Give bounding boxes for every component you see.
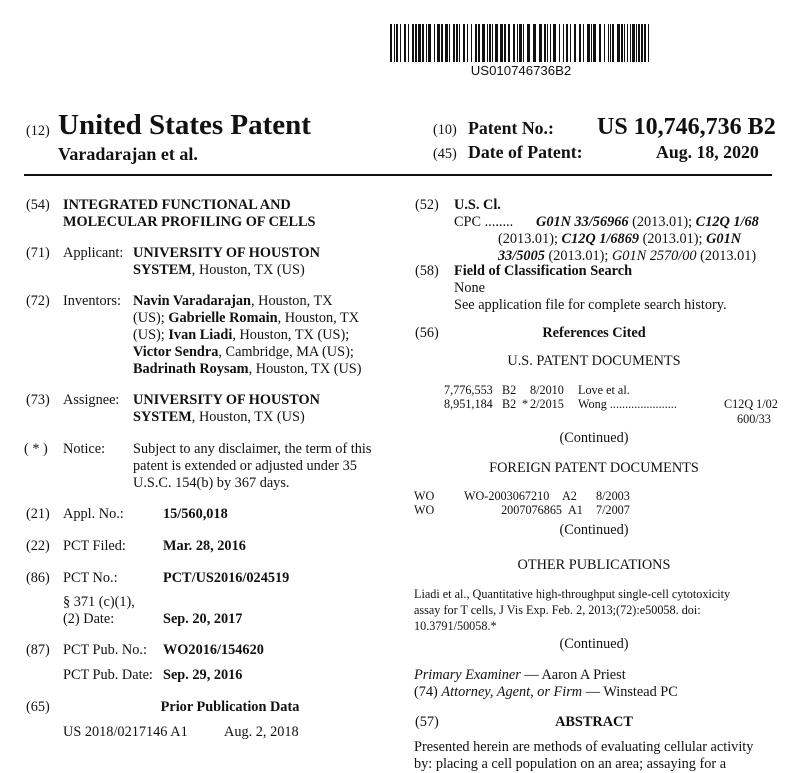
header-rule bbox=[24, 174, 772, 176]
us-patent-doc-row: 7,776,553 B2 8/2010 Love et al. bbox=[444, 383, 630, 397]
barcode-bar bbox=[550, 24, 551, 62]
barcode-bar bbox=[437, 24, 440, 62]
barcode-bar bbox=[608, 24, 609, 62]
inventors-short: Varadarajan et al. bbox=[58, 144, 198, 164]
field-code: ( * ) bbox=[24, 441, 48, 457]
barcode-bar bbox=[422, 24, 424, 62]
prior-pub-heading: Prior Publication Data bbox=[160, 699, 300, 715]
inventors-label: Inventors: bbox=[63, 293, 121, 309]
barcode-bar bbox=[487, 24, 488, 62]
barcode-bar bbox=[612, 24, 614, 62]
barcode-bar bbox=[559, 24, 560, 62]
pct-pub-no-label: PCT Pub. No.: bbox=[63, 642, 147, 658]
foreign-patent-doc-row: WO 2007076865 A1 7/2007 bbox=[414, 503, 630, 517]
barcode-bar bbox=[553, 24, 556, 62]
field-code: (58) bbox=[415, 263, 439, 279]
pct-no-label: PCT No.: bbox=[63, 570, 118, 586]
barcode-bar bbox=[583, 24, 584, 62]
appl-no-label: Appl. No.: bbox=[63, 506, 124, 522]
date-of-patent-value: Aug. 18, 2020 bbox=[656, 142, 759, 162]
doc-kind-code: (12) bbox=[26, 123, 50, 139]
field-code: (21) bbox=[26, 506, 50, 522]
barcode-bar bbox=[574, 24, 576, 62]
notice-value: Subject to any disclaimer, the term of this patent is extended or adjusted under 35 U.S.C. 154(b) by 367 days. bbox=[133, 441, 372, 491]
page-title: United States Patent bbox=[58, 109, 311, 141]
pct-no-value: PCT/US2016/024519 bbox=[163, 570, 290, 586]
barcode-bar bbox=[563, 24, 564, 62]
continued-link: (Continued) bbox=[559, 522, 629, 538]
barcode-bar bbox=[624, 24, 625, 62]
barcode-bar bbox=[412, 24, 414, 62]
appl-no-value: 15/560,018 bbox=[163, 506, 228, 522]
barcode-bar bbox=[547, 24, 548, 62]
barcode-bar bbox=[492, 24, 493, 62]
barcode-bar bbox=[478, 24, 480, 62]
barcode-bar bbox=[456, 24, 458, 62]
barcode-number: US010746736B2 bbox=[470, 63, 572, 78]
barcode-bar bbox=[621, 24, 623, 62]
inventors-value: Navin Varadarajan, Houston, TX (US); Gabrielle Romain, Houston, TX (US); Ivan Liadi, Houston, TX (US); Victor Sendra, Cambridge, MA (US); Badrinath Roysam, Houston, TX (US) bbox=[133, 293, 362, 377]
continued-link: (Continued) bbox=[559, 636, 629, 652]
barcode-bar bbox=[648, 24, 649, 62]
prior-pub-date: Aug. 2, 2018 bbox=[224, 724, 299, 740]
barcode-bar bbox=[459, 24, 460, 62]
barcode-bar bbox=[489, 24, 491, 62]
barcode-bar bbox=[517, 24, 518, 62]
barcode-bar bbox=[428, 24, 431, 62]
other-publication: Liadi et al., Quantitative high-throughput single-cell cytotoxicity assay for T cells, J Vis Exp. Feb. 2, 2013;(72):e50058. doi: 10.3791/50058.* bbox=[414, 587, 731, 633]
barcode-bar bbox=[533, 24, 536, 62]
notice-label: Notice: bbox=[63, 441, 106, 457]
barcode-bar bbox=[632, 24, 635, 62]
barcode-bar bbox=[482, 24, 485, 62]
primary-examiner: Primary Examiner — Aaron A Priest bbox=[414, 667, 626, 683]
barcode-bar bbox=[463, 24, 465, 62]
abstract-text: Presented herein are methods of evaluating cellular activity by: placing a cell population on an area; assaying for a bbox=[414, 739, 754, 772]
us-patent-docs-heading: U.S. PATENT DOCUMENTS bbox=[507, 353, 681, 369]
field-code: (65) bbox=[26, 699, 50, 715]
barcode-bar bbox=[641, 24, 643, 62]
barcode-bar bbox=[418, 24, 421, 62]
barcode-bar bbox=[475, 24, 477, 62]
barcode-bar bbox=[610, 24, 611, 62]
barcode-bar bbox=[390, 24, 392, 62]
field-code: (86) bbox=[26, 570, 50, 586]
barcode-bar bbox=[508, 24, 510, 62]
barcode-bar bbox=[434, 24, 435, 62]
assignee-label: Assignee: bbox=[63, 392, 120, 408]
field-code: (56) bbox=[415, 325, 439, 341]
barcode-bar bbox=[570, 24, 571, 62]
barcode-bar bbox=[519, 24, 522, 62]
prior-pub-number: US 2018/0217146 A1 bbox=[63, 724, 188, 740]
foreign-patent-doc-row: WO WO-2003067210 A2 8/2003 bbox=[414, 489, 630, 503]
pct-filed-label: PCT Filed: bbox=[63, 538, 126, 554]
barcode-bar bbox=[441, 24, 443, 62]
barcode-bar bbox=[449, 24, 450, 62]
barcode-bar bbox=[527, 24, 530, 62]
cpc-label: CPC ........ bbox=[454, 214, 514, 230]
us-patent-doc-class2: 600/33 bbox=[737, 412, 771, 426]
pct-pub-date-label: PCT Pub. Date: bbox=[63, 667, 153, 683]
patent-no-code: (10) bbox=[433, 122, 457, 138]
cpc-classes: G01N 33/56966 (2013.01); C12Q 1/68 (2013.01); C12Q 1/6869 (2013.01); G01N 33/5005 (2013.01); G01N 2570/00 (2013.01) bbox=[498, 214, 759, 264]
attorney: (74) Attorney, Agent, or Firm — Winstead PC bbox=[414, 684, 678, 700]
barcode-bar bbox=[504, 24, 506, 62]
barcode-bar bbox=[539, 24, 542, 62]
barcode-bar bbox=[591, 24, 592, 62]
barcode-bar bbox=[604, 24, 605, 62]
barcode-bar bbox=[415, 24, 417, 62]
barcode bbox=[390, 24, 652, 62]
field-code: (54) bbox=[26, 197, 50, 213]
barcode-bar bbox=[644, 24, 646, 62]
foreign-patent-docs-heading: FOREIGN PATENT DOCUMENTS bbox=[489, 460, 699, 476]
field-code: (87) bbox=[26, 642, 50, 658]
applicant-label: Applicant: bbox=[63, 245, 124, 261]
barcode-bar bbox=[426, 24, 427, 62]
barcode-bar bbox=[404, 24, 406, 62]
field-code: (22) bbox=[26, 538, 50, 554]
barcode-bar bbox=[513, 24, 515, 62]
date-of-patent-label: Date of Patent: bbox=[468, 142, 583, 162]
barcode-bar bbox=[471, 24, 472, 62]
barcode-bar bbox=[544, 24, 546, 62]
barcode-bar bbox=[636, 24, 637, 62]
abstract-heading: ABSTRACT bbox=[555, 714, 633, 730]
field-code: (72) bbox=[26, 293, 50, 309]
pct-pub-no-value: WO2016/154620 bbox=[163, 642, 264, 658]
patent-no-value: US 10,746,736 B2 bbox=[597, 114, 776, 140]
other-publications-heading: OTHER PUBLICATIONS bbox=[517, 557, 671, 573]
barcode-bar bbox=[394, 24, 395, 62]
patent-no-label: Patent No.: bbox=[468, 118, 554, 138]
references-heading: References Cited bbox=[542, 325, 646, 341]
barcode-bar bbox=[566, 24, 568, 62]
barcode-bar bbox=[638, 24, 640, 62]
invention-title: INTEGRATED FUNCTIONAL AND MOLECULAR PROFILING OF CELLS bbox=[63, 197, 316, 230]
barcode-bar bbox=[396, 24, 398, 62]
barcode-bar bbox=[453, 24, 455, 62]
barcode-bar bbox=[599, 24, 601, 62]
barcode-bar bbox=[408, 24, 409, 62]
barcode-bar bbox=[617, 24, 620, 62]
barcode-bar bbox=[627, 24, 628, 62]
barcode-bar bbox=[400, 24, 401, 62]
barcode-bar bbox=[445, 24, 448, 62]
barcode-bar bbox=[579, 24, 581, 62]
barcode-bar bbox=[587, 24, 590, 62]
pct-pub-date-value: Sep. 29, 2016 bbox=[163, 667, 243, 683]
date-code: (45) bbox=[433, 146, 457, 162]
pct-filed-value: Mar. 28, 2016 bbox=[163, 538, 246, 554]
field-search-value: Field of Classification Search None See application file for complete search history. bbox=[454, 263, 727, 313]
us-patent-doc-row: 8,951,184 B2 * 2/2015 Wong ...................... C12Q 1/02 bbox=[444, 397, 778, 411]
barcode-bar bbox=[495, 24, 498, 62]
applicant-value: UNIVERSITY OF HOUSTON SYSTEM, Houston, TX (US) bbox=[133, 245, 320, 278]
assignee-value: UNIVERSITY OF HOUSTON SYSTEM, Houston, TX (US) bbox=[133, 392, 320, 425]
barcode-bar bbox=[630, 24, 631, 62]
barcode-bar bbox=[500, 24, 503, 62]
barcode-bar bbox=[467, 24, 468, 62]
field-code: (71) bbox=[26, 245, 50, 261]
field-code: (52) bbox=[415, 197, 439, 213]
section-371-date: Sep. 20, 2017 bbox=[163, 611, 243, 627]
field-code: (57) bbox=[415, 714, 439, 730]
us-cl-label: U.S. Cl. bbox=[454, 197, 501, 213]
barcode-bar bbox=[593, 24, 596, 62]
barcode-bar bbox=[523, 24, 524, 62]
section-371: § 371 (c)(1), (2) Date: bbox=[63, 594, 135, 627]
continued-link: (Continued) bbox=[559, 430, 629, 446]
field-code: (73) bbox=[26, 392, 50, 408]
